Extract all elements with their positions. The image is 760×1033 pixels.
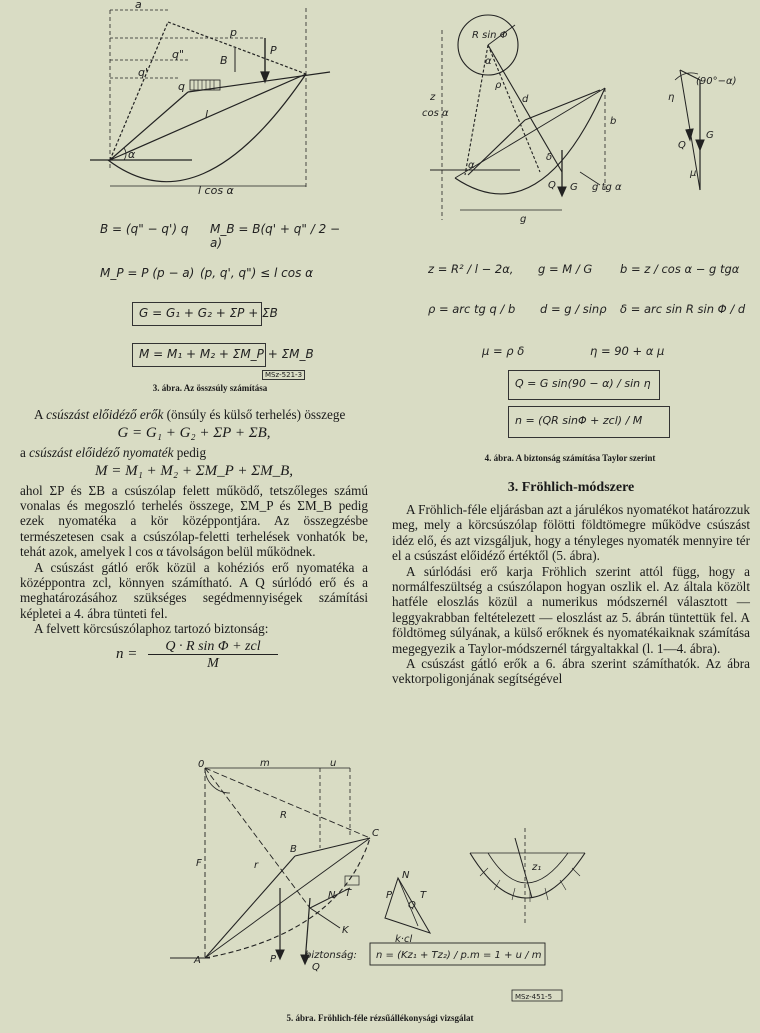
fig4-label-Q: Q [548,180,556,191]
fig4-box-Q [508,370,660,400]
left-paragraph-3: ahol ΣP és ΣB a csúszólap felett működő, tetszőleges számú vonalas és megoszló terhelés összege, ΣM_P és ΣM_B pedig ezek nyomatéka a kör középpontjára. Az összegzésbe természetesen csak a csúszólap-feletti terhelések vonhatók be, tehát azok, amelyek l cos α távolságon belül működnek. [20,482,368,560]
fig4-label-z: z [430,92,436,103]
fig4-formula-b: b = z / cos α − g tgα [620,262,740,276]
fig3-label-P: P [270,44,277,57]
fig3-label-q2: q" [172,48,185,61]
fig5-label-K: K [342,925,349,936]
fig4-formula-rho: ρ = arc tg q / b [428,302,516,316]
fig3-label-a: a [135,0,142,11]
fig4-label-b: b [610,116,617,127]
fig3-box-G [132,302,278,326]
fig5-label-F: F [196,858,202,869]
left-paragraph-1: A csúszást előidéző erők (önsúly és külső terhelés) összege [34,407,346,422]
fig4-formula-g: g = M / G [538,262,593,276]
fig5-label-z1: z₁ [532,862,542,873]
fig5-label-r: r [254,860,259,871]
fig5-label-P-vec: P [386,890,393,901]
fig5-label-O: 0 [198,759,205,770]
fig4-label-cosa: cos α [422,108,449,119]
fig5-slope [205,856,295,958]
fig4-formula-Q: Q = G sin(90 − α) / sin η [515,377,651,390]
fig5-label-B: B [290,844,297,855]
fig3-formula-M: M = M₁ + M₂ + ΣM_P + ΣM_B [139,347,314,361]
fig4-label-G-vec: G [706,130,714,141]
fig4-label-top: (90°−α) [696,76,737,87]
fig5-stress-arc-inner [488,853,568,883]
fig4-formula-delta: δ = arc sin R sin Φ / d [620,302,746,316]
fig3-label-lcos: l cos α [198,184,234,197]
fig3-label-alpha: α [128,148,136,161]
fig5-radius-C [205,768,370,838]
fig5-stress-arc-outer [470,853,585,898]
fig4-box-n [508,406,670,438]
fig3-formula-MB: M_B = B(q' + q" / 2 − a) [210,222,341,250]
fig3-stamp: MSz-521-3 [262,370,305,380]
left-text-column [20,407,368,673]
fig4-caption: 4. ábra. A biztonság számítása Taylor szerint [484,453,656,463]
fig5-label-kcl: k·cl [395,934,413,945]
fig4-crest [525,90,600,120]
fig3-label-B: B [220,54,228,67]
figure-5 [170,758,610,1008]
fig4-label-delta: δ [546,152,553,163]
fig5-stamp: MSz-451-5 [515,993,553,1001]
fig4-slope [468,120,525,175]
fig3-label-q: q [178,80,185,93]
fig5-label-m: m [260,758,270,769]
fig5-label-N: N [328,890,336,901]
fig3-formula-MP: M_P = P (p − a) [100,266,195,280]
fig5-formula-n: n = (Kz₁ + Tz₂) / p.m = 1 + u / m [376,950,542,961]
fig3-crest [188,72,330,92]
fig5-caption: 5. ábra. Fröhlich-féle rézsűállékonysági vizsgálat [286,1013,474,1023]
fig4-label-eta: η [668,92,675,103]
fig3-formula-B: B = (q" − q') q [100,222,189,236]
fig3-formula-G: G = G₁ + G₂ + ΣP + ΣB [139,306,278,320]
figure-3 [80,0,350,390]
fig3-box-M [132,343,314,367]
fig4-label-g: g [520,214,527,225]
fig5-label-u: u [330,758,337,769]
right-paragraph-1: A Fröhlich-féle eljárásban azt a járulékos nyomatékot határozzuk meg, mely a körcsúszólap fölötti földtömegre működve csúszást idéz elő, és azt vizsgáljuk, hogy a tényleges nyomaték mennyire tér el a csúszást előidéző értéktől (5. ábra). [392,502,750,564]
fig5-label-Q-vec: Q [408,900,416,911]
fig4-label-d: d [522,94,529,105]
left-paragraph-5: A felvett körcsúszólaphoz tartozó biztonság: [34,621,269,637]
fig5-label-C: C [372,828,379,839]
fig4-label-mu: μ [690,168,697,179]
fig4-label-Q-vec: Q [678,140,686,151]
fig5-radius-mid [205,768,310,908]
fig5-label-Q: Q [312,962,320,973]
fig5-formula-lhs: biztonság: [305,950,357,961]
section-heading: 3. Fröhlich-módszere [507,480,635,495]
fig4-formula-eta: η = 90 + α μ [590,344,665,358]
fig4-label-G: G [570,182,578,193]
equation-n: n = Q · R sin Φ + zcl M [20,639,368,673]
fig4-label-alpha-top: α [485,56,492,67]
figure-4 [400,0,760,470]
fig3-slope-lower [110,92,188,160]
fig5-crest [295,838,370,856]
fig4-formula-d: d = g / sinρ [540,302,607,316]
left-paragraph-2: a csúszást előidéző nyomaték pedig [20,444,207,460]
fig4-formula-z: z = R² / l − 2α, [428,262,514,276]
fig3-formula-cond: (p, q', q") ≤ l cos α [200,266,314,280]
fig4-label-Rsin: R sin Φ [472,30,508,41]
fig5-label-N-vec: N [402,870,410,881]
fig4-label-gtg: g tg α [592,182,622,193]
fig3-radius-right [168,22,306,74]
fig5-label-P: P [270,954,277,965]
equation-M: M = M₁ + M₂ + ΣM_P + ΣM_B, [94,463,294,480]
fig4-slip-circle [455,88,605,194]
fig3-radius-left [110,22,168,160]
right-paragraph-3: A csúszást gátló erők a 6. ábra szerint számíthatók. Az ábra vektorpoligonjának segítségével [392,656,750,687]
figure-3-diagram [80,0,350,200]
right-paragraph-2: A súrlódási erő karja Fröhlich szerint attól függ, hogy a normálfeszültség a csúszólapon hogyan oszlik el. Az általa közölt hatféle eloszlás közül a numerikus módszernél választott — leggyakrabban feltételezett — eloszlást az 5. ábrán tüntettük fel. A földtömeg súlyának, a külső erőknek és nyomatékaiknak számítása megegyezik a Taylor-módszernél tárgyaltakkal (l. 1—4. ábra). [392,563,750,656]
fig5-label-T: T [345,888,352,899]
left-paragraph-4: A csúszást gátló erők közül a kohéziós erő nyomatéka a középpontra zcl, könnyen számítható. A Q súrlódó erő és a meghatározásához szükséges segédmennyiségek számítási képletei a 4. ábra tünteti fel. [20,559,368,621]
fig5-label-A: A [194,955,201,966]
equation-G: G = G₁ + G₂ + ΣP + ΣB, [117,425,271,442]
fig5-label-R: R [280,810,287,821]
fig3-label-p: p [230,26,237,39]
fig4-label-alpha-base: α [468,160,475,171]
right-text-column [392,480,750,687]
fig3-label-q1: q' [138,66,149,79]
fig5-label-T-vec: T [420,890,427,901]
fig4-formula-n: n = (QR sinΦ + zcl) / M [515,414,643,427]
figure-5-diagram [170,758,610,1008]
fig4-line-rho [488,45,540,172]
fig4-formula-mu: μ = ρ δ [482,344,525,358]
figure-4-diagram [400,0,760,240]
fig3-label-l: l [205,108,209,121]
fig3-caption: 3. ábra. Az összsúly számítása [152,383,268,393]
fig4-label-rho: ρ [495,80,502,91]
